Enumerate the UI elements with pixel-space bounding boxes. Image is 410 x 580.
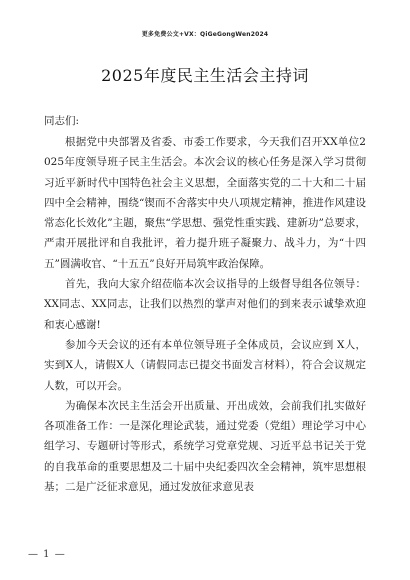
paragraph-preparation: 为确保本次民主生活会开出质量、开出成效，会前我们扎实做好各项准备工作：一是深化理论武装，通过党委（党组）理论学习中心组学习、专题研讨等形式，系统学习党章党规、习近平总书记关于党的自我革命的重要思想及二十届中央纪委四次全会精神，筑牢思想根基；二是广泛征求意见，通过发放征求意见表 xyxy=(44,399,366,494)
document-title: 2025年度民主生活会主持词 xyxy=(101,66,309,85)
greeting: 同志们: xyxy=(44,115,80,127)
paragraph-attendance: 参加今天会议的还有本单位领导班子全体成员，会议应到 X人，实到X人，请假X人（请假同志已提交书面发言材料），符合会议规定人数，可以开会。 xyxy=(44,338,366,392)
page-number: — 1 — xyxy=(28,549,66,560)
header-note: 更多免费公文+VX：QiGeGongWen2024 xyxy=(141,31,269,38)
paragraph-intro: 根据党中央部署及省委、市委工作要求，今天我们召开XX单位2025年度领导班子民主生活会。本次会议的核心任务是深入学习贯彻习近平新时代中国特色社会主义思想，全面落实党的二十大和二十届四中全会精神，围绕“锲而不舍落实中央八项规定精神，推进作风建设常态化长效化”主题，聚焦“学思想、强党性重实践、建新功”总要求，严肃开展批评和自我批评，着力提升班子凝聚力、战斗力，为“十四五”圆满收官、“十五五”良好开局筑牢政治保障。 xyxy=(44,136,366,270)
paragraph-guests: 首先，我向大家介绍莅临本次会议指导的上级督导组各位领导：XX同志、XX同志，让我们以热烈的掌声对他们的到来表示诚挚欢迎和衷心感谢! xyxy=(44,278,366,331)
document-body xyxy=(44,132,366,497)
